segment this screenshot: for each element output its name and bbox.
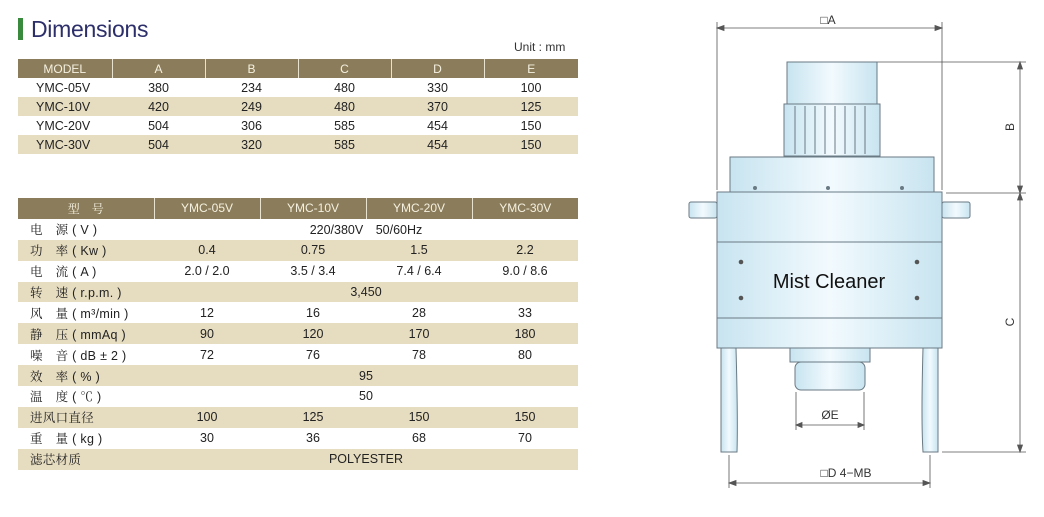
voltage-label: 电 源 ( V ) (30, 223, 98, 238)
cell: 120 (260, 323, 366, 344)
unit-label: Unit : mm (514, 40, 566, 54)
cell: 504 (148, 118, 169, 133)
cell: 150 (472, 407, 578, 428)
header-ymc30v: YMC-30V (472, 198, 578, 219)
dimensions-header-row (18, 59, 578, 78)
cell: 180 (472, 323, 578, 344)
header-d: D (391, 59, 484, 78)
left-leg (721, 348, 737, 452)
cell-model: YMC-05V (36, 80, 91, 95)
efficiency-row (18, 365, 578, 386)
cell: 16 (306, 305, 320, 320)
cell: 76 (306, 347, 320, 362)
current-row (18, 261, 578, 282)
efficiency-value: 95 (154, 365, 578, 386)
speed-label: 转 速 ( r.p.m. ) (18, 282, 154, 303)
cell: 2.0 / 2.0 (184, 264, 230, 279)
cell: 585 (298, 135, 391, 154)
airflow-row (18, 302, 578, 323)
dimensions-table (18, 59, 578, 154)
table-row (18, 97, 578, 116)
cell: 2.2 (472, 240, 578, 261)
label-d: □D 4−MB (820, 466, 872, 480)
cell: 80 (518, 347, 532, 362)
current-label: 电 流 ( A ) (30, 265, 97, 280)
header-a: A (112, 59, 205, 78)
speed-value: 3,450 (154, 282, 578, 303)
inlet-label: 进风口直径 (18, 407, 154, 428)
cell: 30 (200, 431, 214, 446)
filter-row (18, 449, 578, 470)
table-row (18, 78, 578, 97)
main-body (717, 192, 942, 348)
voltage-row (18, 219, 578, 240)
cell-model: YMC-10V (18, 97, 112, 116)
header-ymc20v: YMC-20V (366, 198, 472, 219)
section-title (18, 16, 148, 42)
cell: 78 (412, 347, 426, 362)
cell: 100 (154, 407, 260, 428)
inlet-pipe (795, 362, 865, 390)
cell: 72 (200, 347, 214, 362)
pressure-label: 静 压 ( mmAq ) (18, 323, 154, 344)
power-row (18, 240, 578, 261)
cell: 9.0 / 8.6 (502, 264, 548, 279)
title-marker (18, 18, 23, 40)
table-row (18, 116, 578, 135)
cell: 330 (427, 80, 448, 95)
filter-label: 滤芯材质 (18, 449, 154, 470)
cell-model: YMC-30V (18, 135, 112, 154)
cell: 420 (112, 97, 205, 116)
inlet-row (18, 407, 578, 428)
cell: 1.5 (366, 240, 472, 261)
cell: 150 (520, 118, 542, 133)
cell: 170 (366, 323, 472, 344)
cell: 585 (334, 118, 355, 133)
right-handle (942, 202, 970, 218)
product-name: Mist Cleaner (772, 271, 886, 293)
cell: 380 (148, 80, 169, 95)
cell: 33 (518, 305, 532, 320)
temperature-row (18, 386, 578, 407)
cell: 320 (205, 135, 298, 154)
weight-label: 重 量 ( kg ) (30, 432, 103, 447)
cell: 480 (334, 80, 355, 95)
left-handle (689, 202, 717, 218)
header-c: C (298, 59, 391, 78)
label-e: ØE (821, 408, 839, 422)
cell: 306 (241, 118, 262, 133)
cell: 70 (518, 431, 532, 446)
header-model-cn: 型 号 (18, 198, 154, 219)
label-b: B (1003, 122, 1017, 132)
inlet-flange (790, 348, 870, 362)
cell: 90 (154, 323, 260, 344)
title-text: Dimensions (31, 15, 149, 42)
cell: 480 (298, 97, 391, 116)
table-row (18, 135, 578, 154)
cell: 12 (200, 305, 214, 320)
specs-header-row (18, 198, 578, 219)
cell: 150 (484, 135, 578, 154)
cell: 36 (306, 431, 320, 446)
cell: 7.4 / 6.4 (396, 264, 442, 279)
speed-row (18, 282, 578, 303)
cell: 100 (520, 80, 542, 95)
cell: 0.75 (260, 240, 366, 261)
cell: 125 (484, 97, 578, 116)
header-b: B (205, 59, 298, 78)
power-label: 功 率 ( Kw ) (18, 240, 154, 261)
header-ymc05v: YMC-05V (154, 198, 260, 219)
specs-table (18, 198, 578, 470)
cell: 28 (412, 305, 426, 320)
filter-value: POLYESTER (154, 449, 578, 470)
cell: 0.4 (154, 240, 260, 261)
cell: 454 (427, 118, 448, 133)
motor (784, 62, 880, 156)
weight-row (18, 428, 578, 449)
efficiency-label: 效 率 ( % ) (18, 365, 154, 386)
temperature-value: 50 (359, 389, 373, 404)
cell: 370 (391, 97, 484, 116)
cell: 504 (112, 135, 205, 154)
cell: 68 (412, 431, 426, 446)
label-a: □A (820, 13, 836, 27)
cell: 3.5 / 3.4 (290, 264, 336, 279)
mist-cleaner-drawing (680, 0, 1044, 517)
cell-model: YMC-20V (36, 118, 91, 133)
header-e: E (484, 59, 578, 78)
cell: 150 (366, 407, 472, 428)
noise-row (18, 344, 578, 365)
airflow-label: 风 量 ( m³/min ) (30, 306, 129, 321)
noise-label: 噪 音 ( dB ± 2 ) (30, 348, 127, 363)
header-ymc10v: YMC-10V (260, 198, 366, 219)
temperature-label: 温 度 ( ℃ ) (30, 390, 102, 405)
cell: 249 (205, 97, 298, 116)
voltage-value: 220/380V 50/60Hz (309, 223, 423, 238)
cell: 234 (241, 80, 262, 95)
pressure-row (18, 323, 578, 344)
label-c: C (1003, 317, 1017, 327)
cell: 125 (260, 407, 366, 428)
header-model: MODEL (18, 59, 112, 78)
cell: 454 (391, 135, 484, 154)
right-leg (922, 348, 938, 452)
